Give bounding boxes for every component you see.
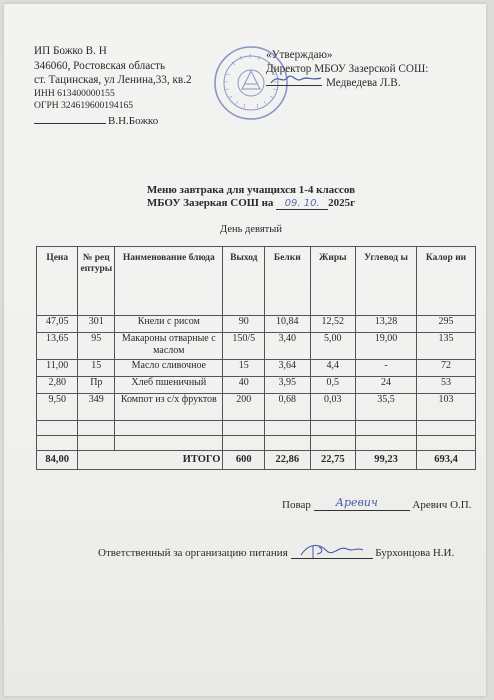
approval-label: «Утверждаю» bbox=[266, 49, 333, 61]
approval-signature-line bbox=[266, 76, 428, 90]
document-sheet bbox=[4, 4, 486, 696]
cell-fat: 0,5 bbox=[310, 377, 355, 394]
cell-recipe: Пр bbox=[78, 377, 115, 394]
menu-year: 2025г bbox=[328, 197, 356, 209]
approval-block bbox=[266, 48, 428, 90]
col-header-carbs: Углевод ы bbox=[355, 247, 416, 316]
cell-recipe: 301 bbox=[78, 316, 115, 333]
cell-recipe: 95 bbox=[78, 333, 115, 360]
table-row bbox=[37, 333, 476, 360]
cell-output: 40 bbox=[223, 377, 265, 394]
cell-fat: 12,52 bbox=[310, 316, 355, 333]
col-header-fat: Жиры bbox=[310, 247, 355, 316]
cell-price: 9,50 bbox=[37, 394, 78, 421]
cook-signature-line bbox=[282, 496, 471, 511]
cell-protein: 0,68 bbox=[265, 394, 310, 421]
cell-calories: 103 bbox=[417, 394, 476, 421]
total-protein: 22,86 bbox=[265, 451, 310, 470]
cell-fat: 5,00 bbox=[310, 333, 355, 360]
issuer-address-2: ст. Тацинская, ул Ленина,33, кв.2 bbox=[34, 74, 192, 86]
cell-price: 11,00 bbox=[37, 360, 78, 377]
cell-protein: 3,64 bbox=[265, 360, 310, 377]
total-price: 84,00 bbox=[37, 451, 78, 470]
cell-recipe: 349 bbox=[78, 394, 115, 421]
cell-output: 200 bbox=[223, 394, 265, 421]
issuer-address-1: 346060, Ростовская область bbox=[34, 59, 166, 72]
cell-carbs: - bbox=[355, 360, 416, 377]
col-header-price: Цена bbox=[37, 247, 78, 316]
cook-handwritten-signature: Аревич bbox=[335, 496, 378, 509]
cell-calories: 53 bbox=[417, 377, 476, 394]
cell-dish: Масло сливочное bbox=[115, 360, 223, 377]
cell-carbs: 13,28 bbox=[355, 316, 416, 333]
table-row bbox=[37, 316, 476, 333]
responsible-signature-line bbox=[98, 542, 454, 559]
total-carbs: 99,23 bbox=[355, 451, 416, 470]
table-row bbox=[37, 360, 476, 377]
menu-title: Меню завтрака для учащихся 1-4 классов bbox=[146, 184, 356, 196]
issuer-block bbox=[34, 44, 192, 128]
menu-date: 09. 10. bbox=[276, 198, 328, 210]
table-row bbox=[37, 394, 476, 421]
cell-price: 2,80 bbox=[37, 377, 78, 394]
col-header-output: Выход bbox=[223, 247, 265, 316]
cell-dish: Макароны отварные с маслом bbox=[115, 333, 223, 360]
cell-dish: Кнели с рисом bbox=[115, 316, 223, 333]
col-header-recipe: № рец ептуры bbox=[78, 247, 115, 316]
issuer-name: ИП Божко В. Н bbox=[34, 45, 107, 57]
menu-subtitle bbox=[4, 197, 494, 210]
issuer-inn: ИНН 613400000155 bbox=[34, 87, 115, 99]
cell-carbs: 24 bbox=[355, 377, 416, 394]
cell-output: 15 bbox=[223, 360, 265, 377]
table-total-row bbox=[37, 451, 476, 470]
table-row bbox=[37, 377, 476, 394]
total-fat: 22,75 bbox=[310, 451, 355, 470]
approval-position: Директор МБОУ Зазерской СОШ: bbox=[266, 63, 429, 75]
cell-protein: 3,40 bbox=[265, 333, 310, 360]
responsible-signature-field bbox=[291, 542, 373, 559]
cell-calories: 72 bbox=[417, 360, 476, 377]
total-calories: 693,4 bbox=[417, 451, 476, 470]
cook-signature-field bbox=[314, 496, 410, 511]
cell-protein: 10,84 bbox=[265, 316, 310, 333]
issuer-signature-name: В.Н.Божко bbox=[108, 114, 159, 127]
cell-dish: Хлеб пшеничный bbox=[115, 377, 223, 394]
total-label: ИТОГО bbox=[78, 451, 223, 470]
table-row-empty bbox=[37, 421, 476, 436]
total-output: 600 bbox=[223, 451, 265, 470]
table-header-row bbox=[37, 247, 476, 316]
cell-fat: 4,4 bbox=[310, 360, 355, 377]
approval-name: Медведева Л.В. bbox=[326, 77, 401, 89]
menu-day: День девятый bbox=[220, 224, 282, 235]
responsible-label: Ответственный за организацию питания bbox=[98, 547, 288, 559]
responsible-name: Бурхонцова Н.И. bbox=[375, 547, 455, 559]
col-header-dish: Наименование блюда bbox=[115, 247, 223, 316]
responsible-signature-image bbox=[297, 541, 367, 561]
issuer-ogrn: ОГРН 324619600194165 bbox=[34, 99, 134, 111]
cell-price: 47,05 bbox=[37, 316, 78, 333]
table-row-empty bbox=[37, 436, 476, 451]
cell-dish: Компот из с/х фруктов bbox=[115, 394, 223, 421]
issuer-signature-line bbox=[34, 114, 192, 129]
cell-recipe: 15 bbox=[78, 360, 115, 377]
cell-output: 150/5 bbox=[223, 333, 265, 360]
cell-calories: 295 bbox=[417, 316, 476, 333]
cook-label: Повар bbox=[282, 499, 311, 511]
cell-carbs: 19,00 bbox=[355, 333, 416, 360]
director-signature-image bbox=[268, 71, 324, 87]
cell-price: 13,65 bbox=[37, 333, 78, 360]
cell-calories: 135 bbox=[417, 333, 476, 360]
menu-table bbox=[36, 246, 476, 470]
school-name: МБОУ Зазеркая СОШ на bbox=[146, 197, 274, 209]
col-header-protein: Белки bbox=[265, 247, 310, 316]
cell-carbs: 35,5 bbox=[355, 394, 416, 421]
cell-fat: 0,03 bbox=[310, 394, 355, 421]
col-header-calories: Калор ии bbox=[417, 247, 476, 316]
cell-protein: 3,95 bbox=[265, 377, 310, 394]
cell-output: 90 bbox=[223, 316, 265, 333]
cook-name: Аревич О.П. bbox=[412, 499, 472, 511]
